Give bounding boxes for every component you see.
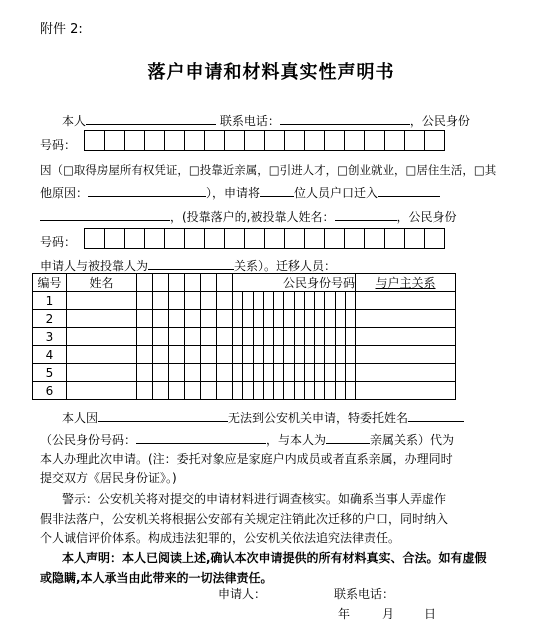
warning-line-3: 个人诚信评价体系。构成违法犯罪的，公安机关依法追究法律责任。: [40, 531, 401, 545]
relationship-field[interactable]: [148, 257, 234, 270]
persons-count-field[interactable]: [260, 184, 294, 197]
id-number-label-1: 号码：: [40, 138, 77, 152]
attachment-label: 附件 2:: [40, 22, 83, 37]
destination-field[interactable]: [378, 184, 440, 197]
destination-address-field[interactable]: [40, 208, 170, 221]
declaration-line-1: 本人声明：本人已阅读上述,确认本次申请提供的所有材料真实、合法。如有虚假: [62, 551, 487, 565]
applicant-phone-label: 联系电话：: [334, 587, 395, 601]
id-number-boxes-1[interactable]: [84, 130, 444, 151]
entrust-line-4: 提交双方《居民身份证》。): [40, 471, 177, 485]
reason-options: 因（□取得房屋所有权凭证，□投靠近亲属，□引进人才，□创业就业，□居住生活，□其: [40, 163, 497, 177]
entrust-line-1: [62, 409, 464, 426]
entrust-line-2: [40, 431, 454, 448]
phone-field[interactable]: [280, 112, 410, 125]
row-number: 5: [33, 364, 67, 382]
header-name: 姓名: [67, 274, 137, 292]
row-number: 3: [33, 328, 67, 346]
migrants-label: 关系）。迁移人员：: [234, 259, 337, 273]
entrust-name-label: 无法到公安机关申请，特委托姓名: [228, 411, 409, 425]
applicant-sign-label: 申请人：: [218, 587, 267, 601]
id-label: ，公民身份: [409, 114, 470, 128]
apply-label: ），申请将: [206, 186, 261, 200]
row-number: 2: [33, 310, 67, 328]
entrust-reason-field[interactable]: [98, 409, 228, 422]
table-row[interactable]: [33, 292, 456, 310]
date-year-label: 年: [338, 607, 351, 621]
table-header-row: [33, 274, 456, 292]
entrust-relation-field[interactable]: [326, 431, 370, 444]
header-relation: 与户主关系: [356, 274, 456, 292]
self-name-field[interactable]: [86, 112, 216, 125]
id-number-label-2: 号码：: [40, 235, 77, 249]
warning-line-1: 警示：公安机关将对提交的申请材料进行调查核实。如确系当事人弄虚作: [62, 492, 447, 506]
row-number: 1: [33, 292, 67, 310]
line-self-phone: [62, 112, 470, 129]
header-id: 公民身份号码: [233, 274, 356, 292]
declaration-line-2: 或隐瞒,本人承当由此带来的一切法律责任。: [40, 571, 273, 585]
migrant-table: [32, 273, 456, 400]
table-row[interactable]: [33, 364, 456, 382]
entrust-self-label: 本人因: [62, 411, 99, 425]
date-day-label: 日: [424, 607, 437, 621]
persons-label: 位人员户口迁入: [294, 186, 379, 200]
table-row[interactable]: [33, 310, 456, 328]
row-number: 4: [33, 346, 67, 364]
row-number: 6: [33, 382, 67, 400]
relationship-label: 申请人与被投靠人为: [40, 259, 149, 273]
warning-line-2: 假非法落户，公安机关将根据公安部有关规定注销此次迁移的户口，同时纳入: [40, 512, 449, 526]
entrust-id-field[interactable]: [136, 431, 266, 444]
id-number-boxes-2[interactable]: [84, 228, 444, 249]
line-other-reason: [40, 184, 440, 201]
date-month-label: 月: [382, 607, 395, 621]
line-relationship: [40, 257, 336, 274]
document-title: 落户申请和材料真实性声明书: [147, 62, 395, 83]
phone-label: 联系电话：: [219, 114, 280, 128]
entrust-relation-label: ，与本人为: [266, 433, 327, 447]
host-name-field[interactable]: [335, 208, 397, 221]
host-id-label: ，公民身份: [396, 210, 457, 224]
entrust-name-field[interactable]: [408, 409, 464, 422]
line-host-person: [40, 208, 457, 225]
entrust-relation-suffix: 亲属关系）代为: [370, 433, 455, 447]
other-reason-label: 他原因：: [40, 186, 89, 200]
host-name-label: ，(投靠落户的,被投靠人姓名：: [170, 210, 335, 224]
table-row[interactable]: [33, 382, 456, 400]
header-no: 编号: [33, 274, 67, 292]
self-label: 本人: [62, 114, 87, 128]
entrust-line-3: 本人办理此次申请。(注：委托对象应是家庭户内成员或者直系亲属，办理同时: [40, 452, 453, 466]
other-reason-field[interactable]: [88, 184, 206, 197]
table-row[interactable]: [33, 346, 456, 364]
table-row[interactable]: [33, 328, 456, 346]
entrust-id-label: （公民身份号码：: [40, 433, 137, 447]
